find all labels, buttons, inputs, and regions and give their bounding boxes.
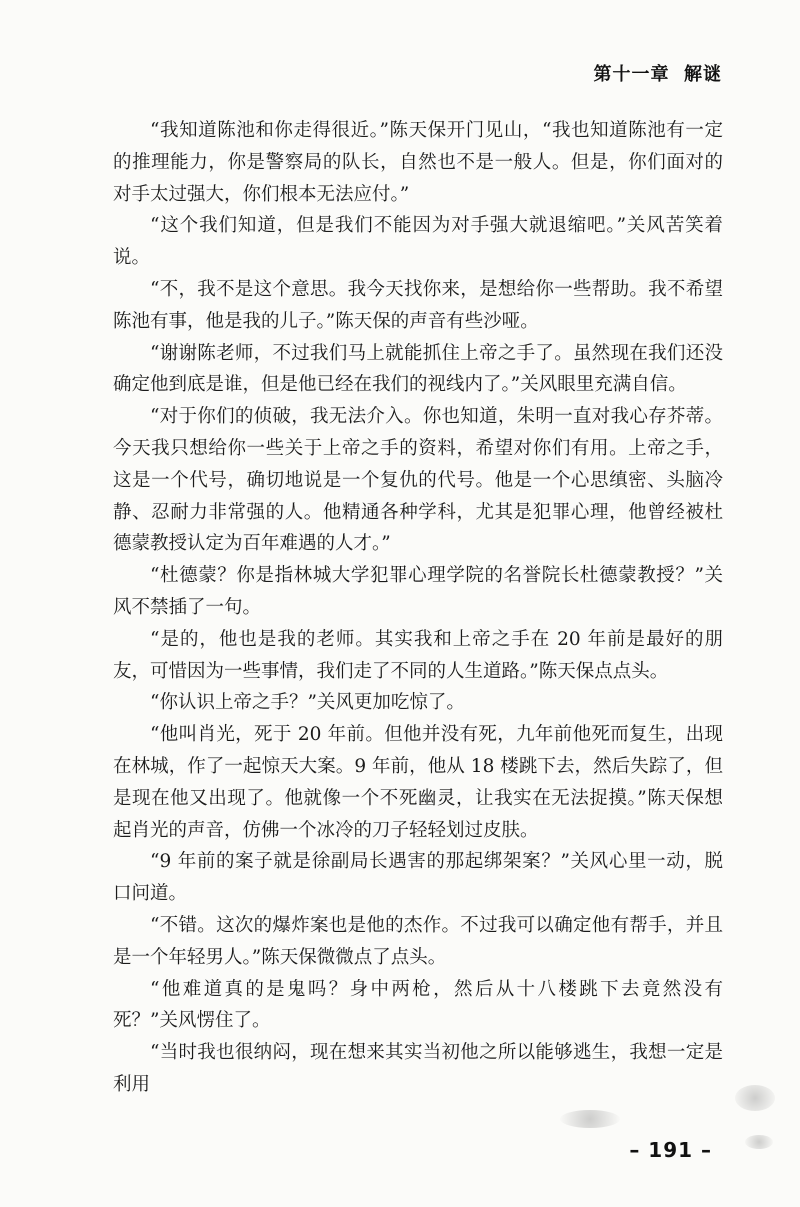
paragraph: “我知道陈池和你走得很近。”陈天保开门见山，“我也知道陈池有一定的推理能力，你是警察局的队长，自然也不是一般人。但是，你们面对的对手太过强大，你们根本无法应付。” bbox=[113, 120, 723, 205]
paragraph: “对于你们的侦破，我无法介入。你也知道，朱明一直对我心存芥蒂。今天我只想给你一些关于上帝之手的资料，希望对你们有用。上帝之手，这是一个代号，确切地说是一个复仇的代号。他是一个心思缜密、头脑冷静、忍耐力非常强的人。他精通各种学科，尤其是犯罪心理，他曾经被杜德蒙教授认定为百年难遇的人才。” bbox=[113, 406, 723, 555]
paragraph: “谢谢陈老师，不过我们马上就能抓住上帝之手了。虽然现在我们还没确定他到底是谁，但是他已经在我们的视线内了。”关风眼里充满自信。 bbox=[113, 342, 723, 396]
paragraph: “他难道真的是鬼吗？身中两枪，然后从十八楼跳下去竟然没有死？”关风愣住了。 bbox=[113, 978, 723, 1032]
paragraph: “当时我也很纳闷，现在想来其实当初他之所以能够逃生，我想一定是利用 bbox=[113, 1042, 723, 1095]
scan-smudge bbox=[560, 1110, 620, 1128]
scan-smudge bbox=[745, 1135, 773, 1149]
scan-smudge bbox=[735, 1085, 775, 1111]
chapter-title: 解谜 bbox=[684, 64, 722, 85]
paragraph: “不错。这次的爆炸案也是他的杰作。不过我可以确定他有帮手，并且是一个年轻男人。”陈天保微微点了点头。 bbox=[113, 914, 723, 968]
paragraph: “杜德蒙？你是指林城大学犯罪心理学院的名誉院长杜德蒙教授？”关风不禁插了一句。 bbox=[113, 565, 723, 618]
paragraph: “9 年前的案子就是徐副局长遇害的那起绑架案？”关风心里一动，脱口问道。 bbox=[113, 851, 723, 905]
body-text bbox=[113, 115, 723, 1101]
paragraph: “不，我不是这个意思。我今天找你来，是想给你一些帮助。我不希望陈池有事，他是我的儿子。”陈天保的声音有些沙哑。 bbox=[113, 278, 723, 332]
paragraph: “这个我们知道，但是我们不能因为对手强大就退缩吧。”关风苦笑着说。 bbox=[113, 215, 723, 269]
paragraph: “你认识上帝之手？”关风更加吃惊了。 bbox=[150, 692, 465, 714]
page-number: – 191 – bbox=[629, 1138, 712, 1162]
paragraph: “是的，他也是我的老师。其实我和上帝之手在 20 年前是最好的朋友，可惜因为一些事情，我们走了不同的人生道路。”陈天保点点头。 bbox=[113, 628, 723, 682]
chapter-number: 第十一章 bbox=[593, 64, 670, 85]
running-header bbox=[593, 60, 722, 86]
paragraph: “他叫肖光，死于 20 年前。但他并没有死，九年前他死而复生，出现在林城，作了一起惊天大案。9 年前，他从 18 楼跳下去，然后失踪了，但是现在他又出现了。他就像一个不死幽灵，让我实在无法捉摸。”陈天保想起肖光的声音，仿佛一个冰冷的刀子轻轻划过皮肤。 bbox=[113, 724, 723, 841]
